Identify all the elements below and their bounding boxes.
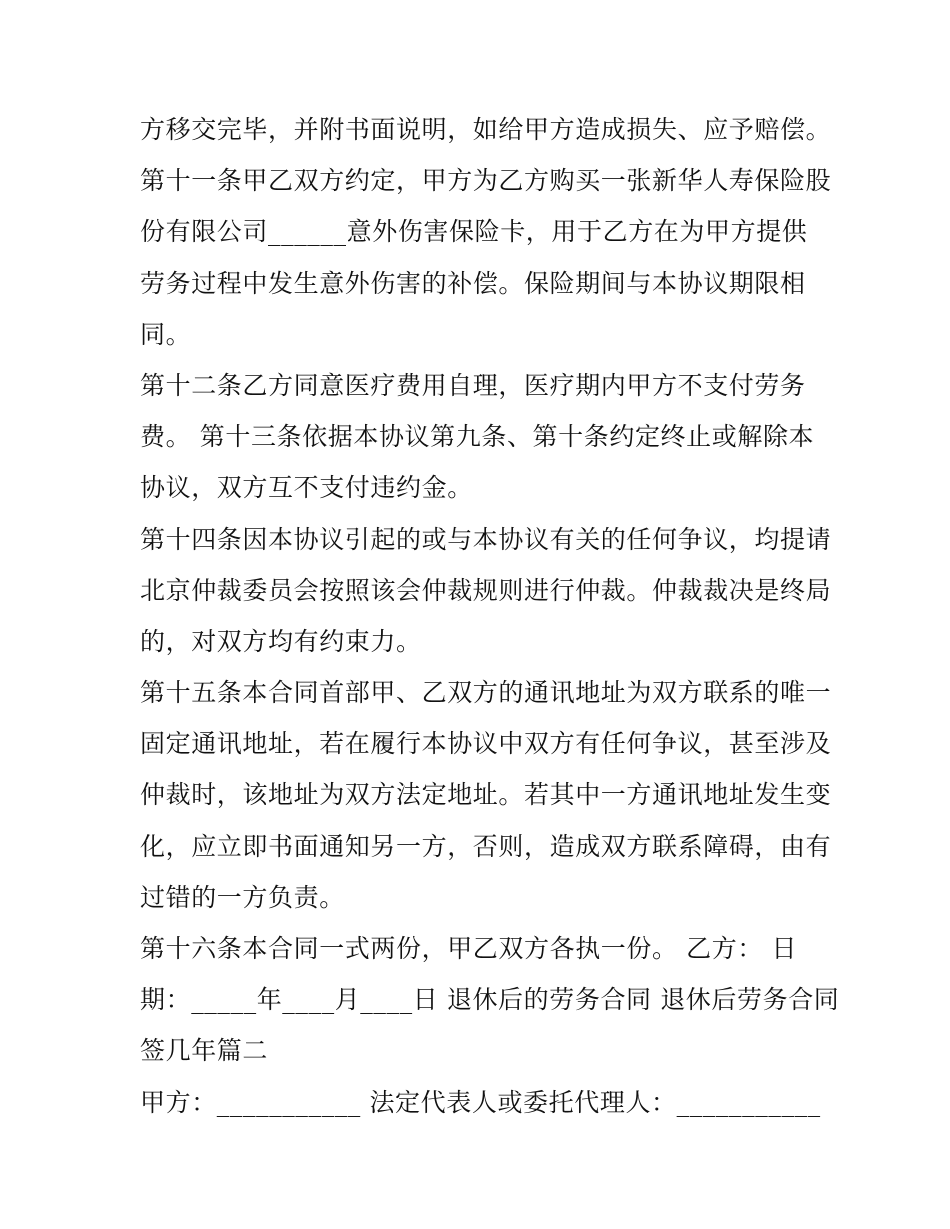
text-line-17: 第十六条本合同一式两份，甲乙双方各执一份。 乙方： 日	[140, 934, 798, 963]
text-line-4: 劳务过程中发生意外伤害的补偿。保险期间与本协议期限相	[140, 268, 806, 298]
text-line-18: 期：_____年____月____日 退休后的劳务合同 退休后劳务合同	[140, 985, 840, 1015]
text-line-13: 固定通讯地址，若在履行本协议中双方有任何争议，甚至涉及	[140, 729, 832, 759]
text-line-2: 第十一条甲乙双方约定，甲方为乙方购买一张新华人寿保险股	[140, 166, 832, 196]
text-line-12: 第十五条本合同首部甲、乙双方的通讯地址为双方联系的唯一	[140, 678, 832, 708]
text-line-20: 甲方：___________ 法定代表人或委托代理人：___________	[140, 1087, 821, 1117]
text-line-11: 的，对双方均有约束力。	[140, 626, 422, 656]
text-line-8: 协议，双方互不支付违约金。	[140, 473, 473, 503]
text-line-10: 北京仲裁委员会按照该会仲裁规则进行仲裁。仲裁裁决是终局	[140, 575, 832, 605]
text-line-9: 第十四条因本协议引起的或与本协议有关的任何争议，均提请	[140, 524, 832, 554]
text-line-19: 签几年篇二	[140, 1036, 269, 1066]
text-line-16: 过错的一方负责。	[140, 882, 345, 912]
text-line-7: 费。 第十三条依据本协议第九条、第十条约定终止或解除本	[140, 422, 815, 452]
contract-text	[140, 104, 840, 1128]
text-line-1: 方移交完毕，并附书面说明，如给甲方造成损失、应予赔偿。	[140, 115, 832, 144]
text-line-14: 仲裁时，该地址为双方法定地址。若其中一方通讯地址发生变	[140, 780, 832, 810]
text-line-5: 同。	[140, 319, 192, 349]
text-line-15: 化，应立即书面通知另一方，否则，造成双方联系障碍，由有	[140, 831, 832, 861]
text-line-6: 第十二条乙方同意医疗费用自理，医疗期内甲方不支付劳务	[140, 370, 806, 400]
text-line-3: 份有限公司______意外伤害保险卡，用于乙方在为甲方提供	[140, 217, 808, 247]
